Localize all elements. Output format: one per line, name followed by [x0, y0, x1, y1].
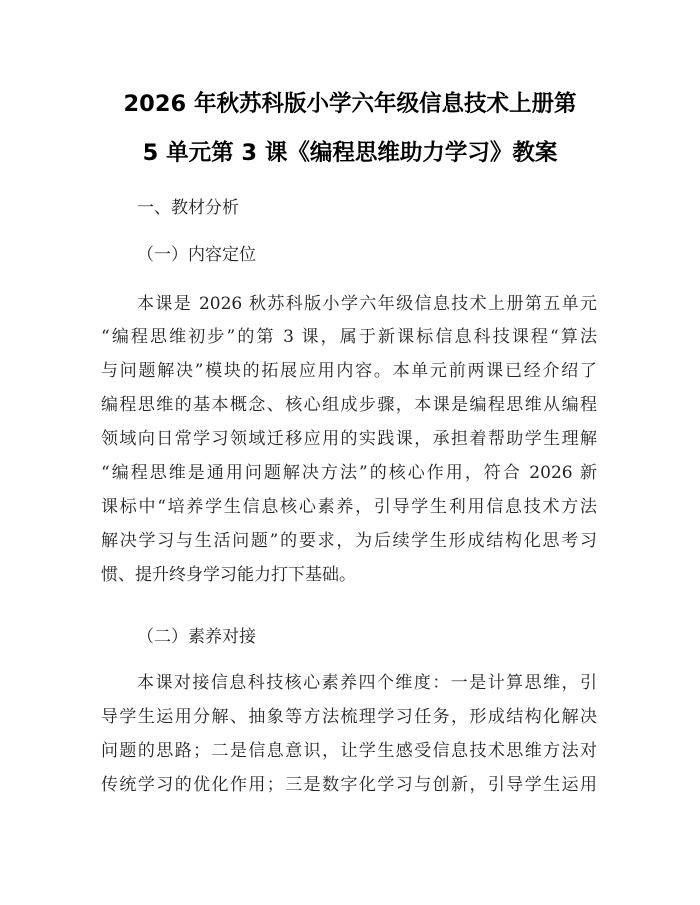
paragraph-line: 领域向日常学习领域迁移应用的实践课，承担着帮助学生理解: [101, 429, 597, 449]
paragraph-line: 本课对接信息科技核心素养四个维度：一是计算思维，引: [137, 673, 597, 693]
document-title-line-1: 2026 年秋苏科版小学六年级信息技术上册第: [123, 91, 577, 117]
paragraph-line: “编程思维初步”的第 3 课，属于新课标信息科技课程“算法: [101, 327, 597, 347]
paragraph-line: 问题的思路；二是信息意识，让学生感受信息技术思维方法对: [101, 741, 597, 761]
paragraph-line: 本课是 2026 秋苏科版小学六年级信息技术上册第五单元: [137, 294, 597, 314]
paragraph-line: 课标中“培养学生信息核心素养，引导学生利用信息技术方法: [101, 497, 597, 517]
paragraph-line: 编程思维的基本概念、核心组成步骤，本课是编程思维从编程: [101, 395, 597, 415]
section-heading-materials-analysis: 一、教材分析: [137, 198, 239, 218]
subsection-heading-content-positioning: （一）内容定位: [137, 245, 256, 265]
document-title-line-2: 5 单元第 3 课《编程思维助力学习》教案: [142, 140, 558, 166]
paragraph-line: 解决学习与生活问题”的要求，为后续学生形成结构化思考习: [101, 531, 597, 551]
paragraph-line: 惯、提升终身学习能力打下基础。: [101, 565, 356, 585]
paragraph-line: 传统学习的优化作用；三是数字化学习与创新，引导学生运用: [101, 775, 597, 795]
subsection-heading-literacy-alignment: （二）素养对接: [137, 627, 256, 647]
paragraph-line: “编程思维是通用问题解决方法”的核心作用，符合 2026 新: [101, 463, 597, 483]
paragraph-line: 导学生运用分解、抽象等方法梳理学习任务，形成结构化解决: [101, 707, 597, 727]
paragraph-line: 与问题解决”模块的拓展应用内容。本单元前两课已经介绍了: [101, 361, 597, 381]
